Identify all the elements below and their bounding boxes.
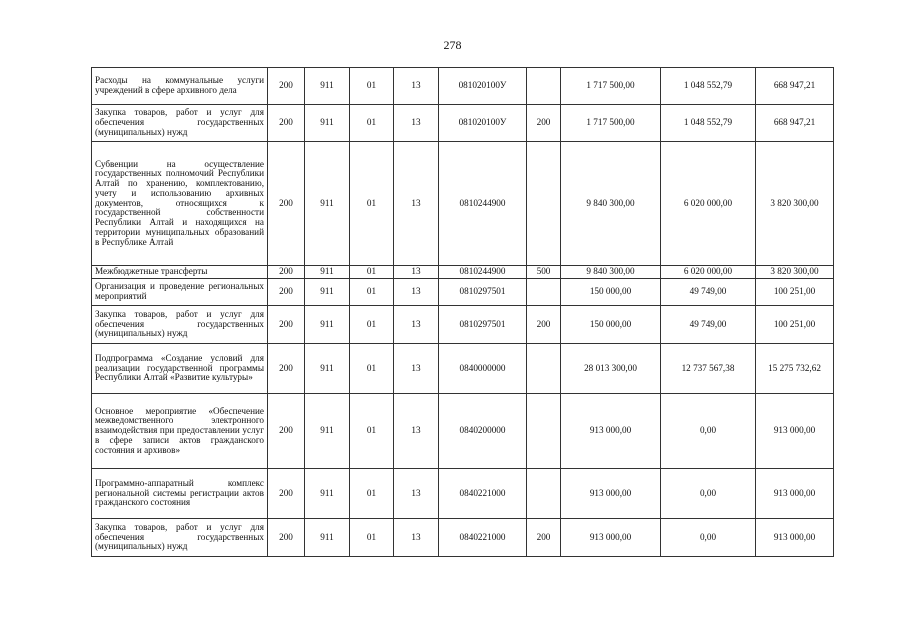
cell-vr: 200 [527,306,561,344]
cell-c4: 13 [394,105,439,142]
row-name: Организация и проведение региональных мероприятий [92,279,268,306]
cell-diff: 668 947,21 [756,105,834,142]
cell-fact: 6 020 000,00 [661,266,756,279]
cell-c1: 200 [268,306,305,344]
cell-diff: 100 251,00 [756,279,834,306]
cell-c3: 01 [350,266,394,279]
cell-plan: 1 717 500,00 [561,105,661,142]
table-row [92,105,834,142]
row-name: Расходы на коммунальные услуги учреждений в сфере архивного дела [92,68,268,105]
cell-c1: 200 [268,266,305,279]
cell-c2: 911 [305,306,350,344]
cell-diff: 100 251,00 [756,306,834,344]
cell-target: 0840221000 [439,469,527,519]
cell-fact: 0,00 [661,394,756,469]
cell-c2: 911 [305,279,350,306]
cell-plan: 913 000,00 [561,469,661,519]
table-row [92,266,834,279]
cell-diff: 3 820 300,00 [756,142,834,266]
cell-diff: 913 000,00 [756,519,834,557]
table-row [92,469,834,519]
cell-c3: 01 [350,142,394,266]
cell-target: 081020100У [439,68,527,105]
cell-fact: 49 749,00 [661,279,756,306]
cell-c2: 911 [305,394,350,469]
cell-fact: 1 048 552,79 [661,68,756,105]
cell-target: 081020100У [439,105,527,142]
row-name: Межбюджетные трансферты [92,266,268,279]
cell-vr: 200 [527,105,561,142]
row-name: Субвенции на осуществление государственных полномочий Республики Алтай по хранению, комплектованию, учету и использованию архивных документов, относящихся к государственной собственности Республики Алтай и находящихся на территории муниципальных образований в Республике Алтай [92,142,268,266]
cell-plan: 1 717 500,00 [561,68,661,105]
table-row [92,519,834,557]
cell-c1: 200 [268,344,305,394]
cell-c2: 911 [305,519,350,557]
cell-vr: 200 [527,519,561,557]
cell-plan: 28 013 300,00 [561,344,661,394]
cell-c4: 13 [394,469,439,519]
cell-target: 0810297501 [439,306,527,344]
cell-c2: 911 [305,142,350,266]
cell-vr [527,142,561,266]
cell-fact: 49 749,00 [661,306,756,344]
cell-c1: 200 [268,105,305,142]
row-name: Закупка товаров, работ и услуг для обеспечения государственных (муниципальных) нужд [92,105,268,142]
cell-c3: 01 [350,105,394,142]
cell-c4: 13 [394,142,439,266]
cell-vr [527,68,561,105]
row-name: Программно-аппаратный комплекс региональной системы регистрации актов гражданского состояния [92,469,268,519]
cell-c3: 01 [350,394,394,469]
cell-c1: 200 [268,142,305,266]
cell-c3: 01 [350,519,394,557]
cell-plan: 9 840 300,00 [561,142,661,266]
cell-fact: 0,00 [661,469,756,519]
cell-c4: 13 [394,394,439,469]
cell-plan: 150 000,00 [561,306,661,344]
cell-target: 0840000000 [439,344,527,394]
cell-c4: 13 [394,344,439,394]
cell-target: 0840200000 [439,394,527,469]
cell-c1: 200 [268,394,305,469]
cell-vr [527,344,561,394]
page-number: 278 [443,38,462,52]
cell-diff: 913 000,00 [756,469,834,519]
table-row [92,68,834,105]
cell-fact: 0,00 [661,519,756,557]
cell-plan: 9 840 300,00 [561,266,661,279]
cell-c1: 200 [268,469,305,519]
cell-fact: 6 020 000,00 [661,142,756,266]
cell-vr [527,469,561,519]
table-row [92,279,834,306]
cell-diff: 913 000,00 [756,394,834,469]
cell-c4: 13 [394,519,439,557]
row-name: Основное мероприятие «Обеспечение межведомственного электронного взаимодействия при предоставлении услуг в сфере записи актов гражданского состояния и архивов» [92,394,268,469]
cell-target: 0810297501 [439,279,527,306]
cell-c4: 13 [394,266,439,279]
cell-c4: 13 [394,279,439,306]
cell-c2: 911 [305,344,350,394]
cell-fact: 1 048 552,79 [661,105,756,142]
cell-plan: 150 000,00 [561,279,661,306]
cell-vr: 500 [527,266,561,279]
cell-c3: 01 [350,306,394,344]
cell-c3: 01 [350,344,394,394]
cell-c2: 911 [305,469,350,519]
cell-c3: 01 [350,68,394,105]
cell-diff: 3 820 300,00 [756,266,834,279]
table-row [92,142,834,266]
cell-vr [527,394,561,469]
cell-target: 0810244900 [439,142,527,266]
cell-c3: 01 [350,279,394,306]
cell-c4: 13 [394,306,439,344]
cell-diff: 668 947,21 [756,68,834,105]
cell-fact: 12 737 567,38 [661,344,756,394]
cell-target: 0840221000 [439,519,527,557]
cell-plan: 913 000,00 [561,519,661,557]
cell-c1: 200 [268,519,305,557]
cell-vr [527,279,561,306]
cell-c3: 01 [350,469,394,519]
cell-c2: 911 [305,266,350,279]
cell-c2: 911 [305,68,350,105]
table-row [92,306,834,344]
budget-table [91,67,834,557]
cell-c4: 13 [394,68,439,105]
cell-diff: 15 275 732,62 [756,344,834,394]
cell-c1: 200 [268,279,305,306]
row-name: Подпрограмма «Создание условий для реализации государственной программы Республики Алтай «Развитие культуры» [92,344,268,394]
cell-target: 0810244900 [439,266,527,279]
table-row [92,344,834,394]
cell-c2: 911 [305,105,350,142]
row-name: Закупка товаров, работ и услуг для обеспечения государственных (муниципальных) нужд [92,519,268,557]
table-row [92,394,834,469]
cell-c1: 200 [268,68,305,105]
cell-plan: 913 000,00 [561,394,661,469]
row-name: Закупка товаров, работ и услуг для обеспечения государственных (муниципальных) нужд [92,306,268,344]
